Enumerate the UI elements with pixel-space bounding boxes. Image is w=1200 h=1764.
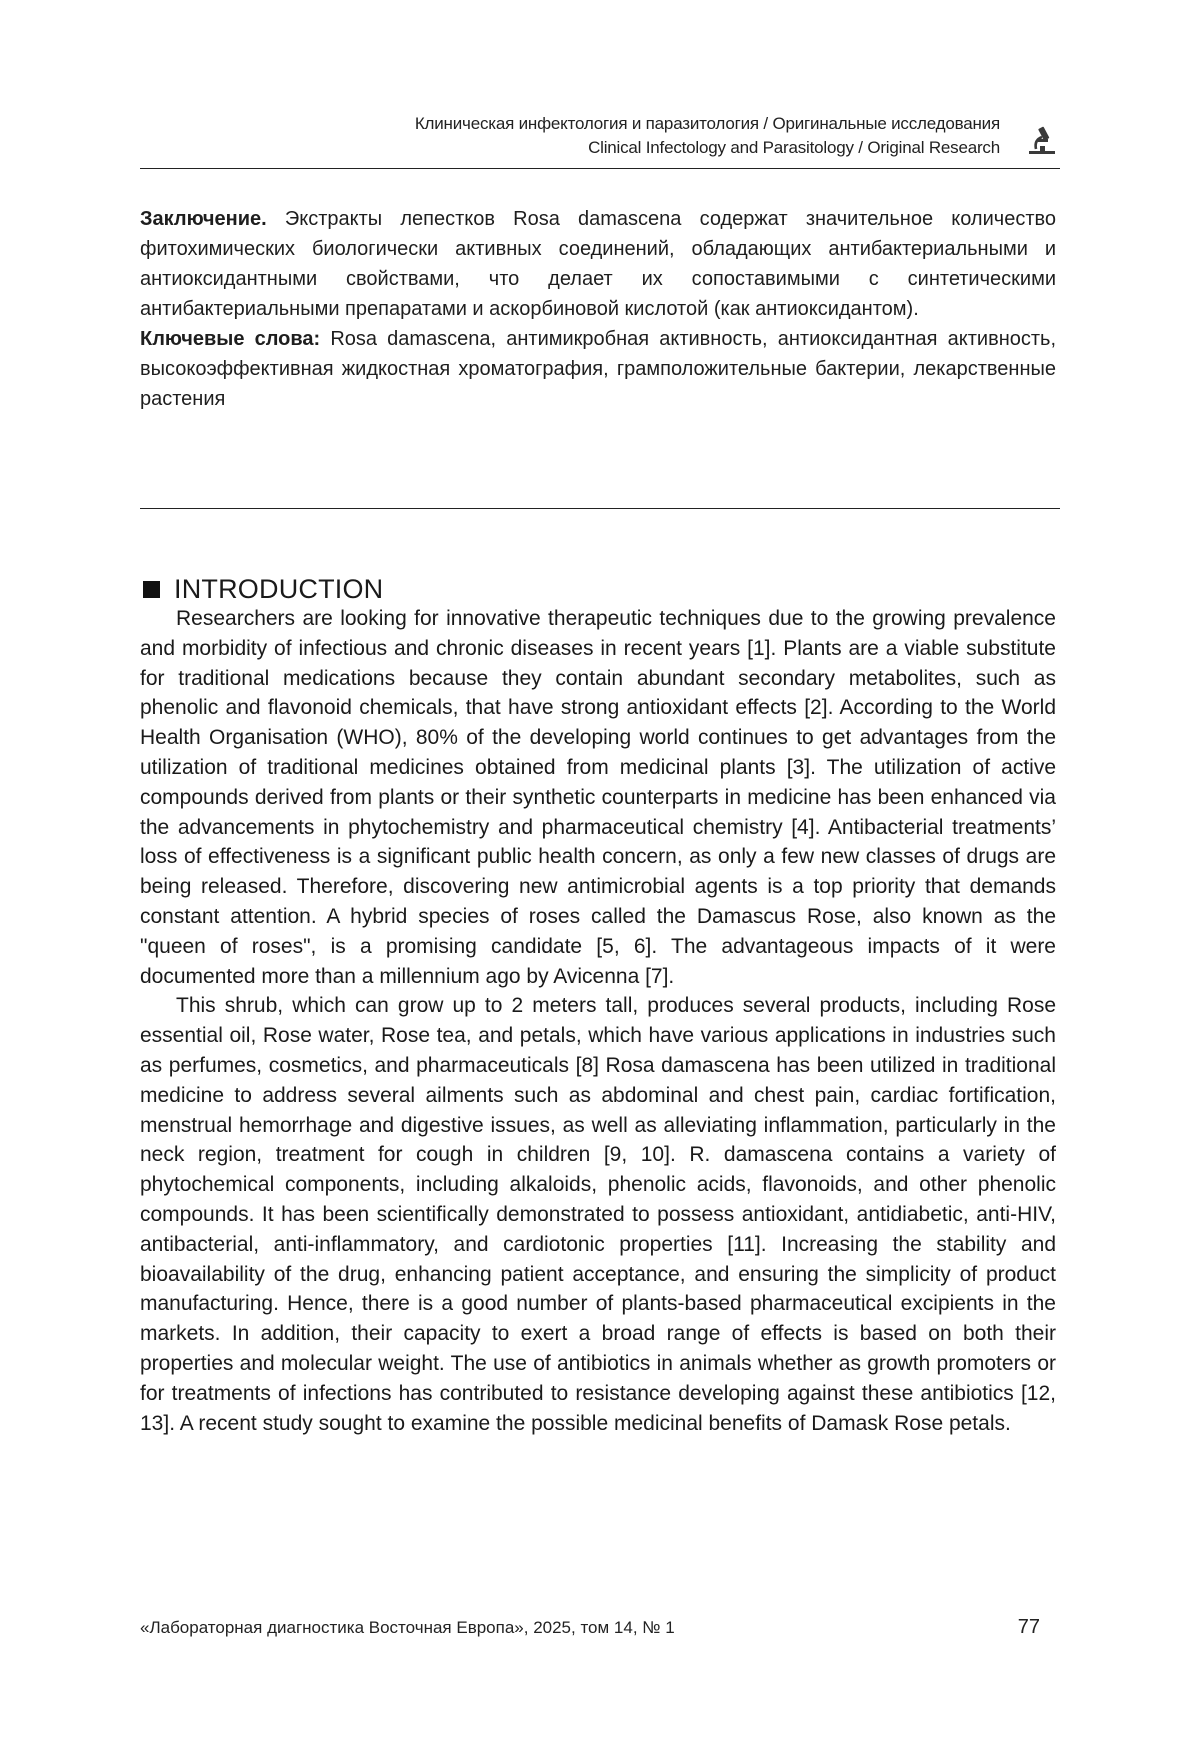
header-line-ru: Клиническая инфектология и паразитология / Оригинальные исследования [414,114,1000,133]
body-text [140,604,1056,1438]
header-line-en: Clinical Infectology and Parasitology / Original Research [588,138,1000,157]
running-header-text [415,112,1000,160]
abstract-block [140,204,1056,414]
keywords-label: Ключевые слова: [140,328,321,350]
keywords-paragraph [140,324,1056,414]
abstract-divider [140,508,1060,509]
conclusion-paragraph [140,204,1056,324]
square-bullet-icon [143,581,160,598]
body-paragraph: This shrub, which can grow up to 2 meters tall, produces several products, including Rose essential oil, Rose water, Rose tea, and petals, which have various applications in industries such as perfumes, cosmetics, and pharmaceuticals [8] Rosa damascena has been utilized in traditional medicine to address several ailments such as abdominal and chest pain, cardiac fortification, menstrual hemorrhage and digestive issues, as well as alleviating inflammation, particularly in the neck region, treatment for cough in children [9, 10]. R. damascena contains a variety of phytochemical components, including alkaloids, phenolic acids, flavonoids, and other phenolic compounds. It has been scientifically demonstrated to possess antioxidant, antidiabetic, anti-HIV, antibacterial, anti-inflammatory, and cardiotonic properties [11]. Increasing the stability and bioavailability of the drug, enhancing patient acceptance, and ensuring the simplicity of product manufacturing. Hence, there is a good number of plants-based pharmaceutical excipients in the markets. In addition, their capacity to exert a broad range of effects is based on both their properties and molecular weight. The use of antibiotics in animals whether as growth promoters or for treatments of infections has contributed to resistance developing against these antibiotics [12, 13]. A recent study sought to examine the possible medicinal benefits of Damask Rose petals. [140,994,1056,1435]
section-title: INTRODUCTION [174,573,384,604]
header-divider [140,168,1060,169]
conclusion-label: Заключение. [140,208,267,230]
running-header [140,108,1060,168]
page-number: 77 [1017,1616,1040,1638]
keywords-text: Rosa damascena, антимикробная активность, антиоксидантная активность, высокоэффективная жидкостная хроматография, грамположительные бактерии, лекарственные растения [140,328,1056,410]
microscope-icon [1026,124,1058,156]
footer-journal: «Лабораторная диагностика Восточная Европа», 2025, том 14, № 1 [140,1618,675,1637]
conclusion-text: Экстракты лепестков Rosa damascena содержат значительное количество фитохимических биологически активных соединений, обладающих антибактериальными и антиоксидантными свойствами, что делает их сопоставимыми с синтетическими антибактериальными препаратами и аскорбиновой кислотой (как антиоксидантом). [140,208,1056,320]
body-paragraph: Researchers are looking for innovative therapeutic techniques due to the growing prevalence and morbidity of infectious and chronic diseases in recent years [1]. Plants are a viable substitute for traditional medications because they contain abundant secondary metabolites, such as phenolic and flavonoid chemicals, that have strong antioxidant effects [2]. According to the World Health Organisation (WHO), 80% of the developing world continues to get advantages from the utilization of traditional medicines obtained from medicinal plants [3]. The utilization of active compounds derived from plants or their synthetic counterparts in medicine has been enhanced via the advancements in phytochemistry and pharmaceutical chemistry [4]. Antibacterial treatments’ loss of effectiveness is a significant public health concern, as only a few new classes of drugs are being released. Therefore, discovering new antimicrobial agents is a top priority that demands constant attention. A hybrid species of roses called the Damascus Rose, also known as the "queen of roses", is a promising candidate [5, 6]. The advantageous impacts of it were documented more than a millennium ago by Avicenna [7]. [140,607,1056,988]
section-heading [140,572,1060,606]
